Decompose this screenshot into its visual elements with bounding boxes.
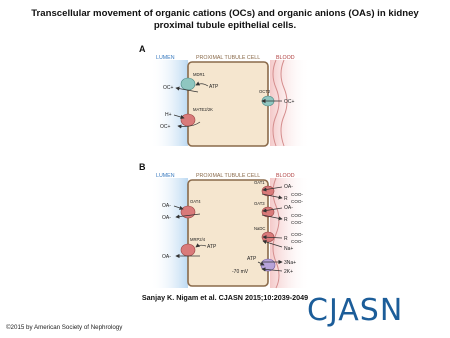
panel-a xyxy=(139,44,310,146)
oat1-r-label: R xyxy=(284,196,288,202)
panel-a-letter: A xyxy=(139,44,146,54)
mrp-atp-label: ATP xyxy=(207,244,217,250)
nadc-coo-2: COO- xyxy=(291,239,303,244)
oct2-oc-label: OC+ xyxy=(284,99,295,105)
figure-title: Transcellular movement of organic cations (OCs) and organic anions (OAs) in kidney proximal tubule epithelial cells. xyxy=(31,8,419,31)
panel-b-blood-label: BLOOD xyxy=(276,173,295,179)
nadc-label: NaDC xyxy=(254,226,266,231)
nadc-coo-1: COO- xyxy=(291,232,303,237)
panel-b-letter: B xyxy=(139,162,146,172)
oat3-coo-2: COO- xyxy=(291,220,303,225)
oat4-label: OAT4 xyxy=(190,199,201,204)
oct2-label: OCT2 xyxy=(259,89,271,94)
mrp-label: MRP2/4 xyxy=(190,237,206,242)
mdr1-atp-label: ATP xyxy=(209,84,219,90)
copyright: ©2015 by American Society of Nephrology xyxy=(6,324,123,331)
panel-b-cell-label: PROXIMAL TUBULE CELL xyxy=(196,173,261,179)
pump-3na-label: 3Na+ xyxy=(284,260,297,266)
pump-2k-label: 2K+ xyxy=(284,269,294,275)
nadc-r-label: R xyxy=(284,236,288,242)
pump-atp-label: ATP xyxy=(247,256,257,262)
mdr1-transporter xyxy=(181,78,195,90)
oat3-r-label: R xyxy=(284,217,288,223)
oat4-oa-label-1: OA- xyxy=(162,203,171,209)
mate-label: MATE2/2K xyxy=(193,107,213,112)
nadc-na-label: Na+ xyxy=(284,246,294,252)
panel-b-lumen-label: LUMEN xyxy=(156,173,175,179)
panel-b-lumen-region xyxy=(150,178,188,288)
cjasn-logo: CJASN xyxy=(307,293,404,328)
mdr1-oc-label: OC+ xyxy=(163,85,174,91)
mdr1-label: MDR1 xyxy=(193,72,205,77)
oat1-oa-label: OA- xyxy=(284,184,293,190)
membrane-potential-label: -70 mV xyxy=(232,269,249,275)
oat1-coo-1: COO- xyxy=(291,192,303,197)
panel-a-blood-label: BLOOD xyxy=(276,55,295,61)
panel-a-lumen-region xyxy=(150,60,188,146)
panel-a-cell-label: PROXIMAL TUBULE CELL xyxy=(196,55,261,61)
panel-a-lumen-label: LUMEN xyxy=(156,55,175,61)
mrp-transporter xyxy=(181,244,195,256)
oat3-label: OAT3 xyxy=(254,201,265,206)
panel-b xyxy=(139,162,310,288)
oat3-oa-label: OA- xyxy=(284,205,293,211)
oat4-oa-label-2: OA- xyxy=(162,215,171,221)
panel-b-cell xyxy=(188,180,268,286)
oat3-coo-1: COO- xyxy=(291,213,303,218)
mate-h-label: H+ xyxy=(165,112,172,118)
mrp-oa-label: OA- xyxy=(162,254,171,260)
mate-transporter xyxy=(181,114,195,126)
oat1-label: OAT1 xyxy=(254,180,265,185)
mate-oc-label: OC+ xyxy=(160,124,171,130)
oat1-coo-2: COO- xyxy=(291,199,303,204)
citation: Sanjay K. Nigam et al. CJASN 2015;10:2039-2049 xyxy=(141,293,309,302)
